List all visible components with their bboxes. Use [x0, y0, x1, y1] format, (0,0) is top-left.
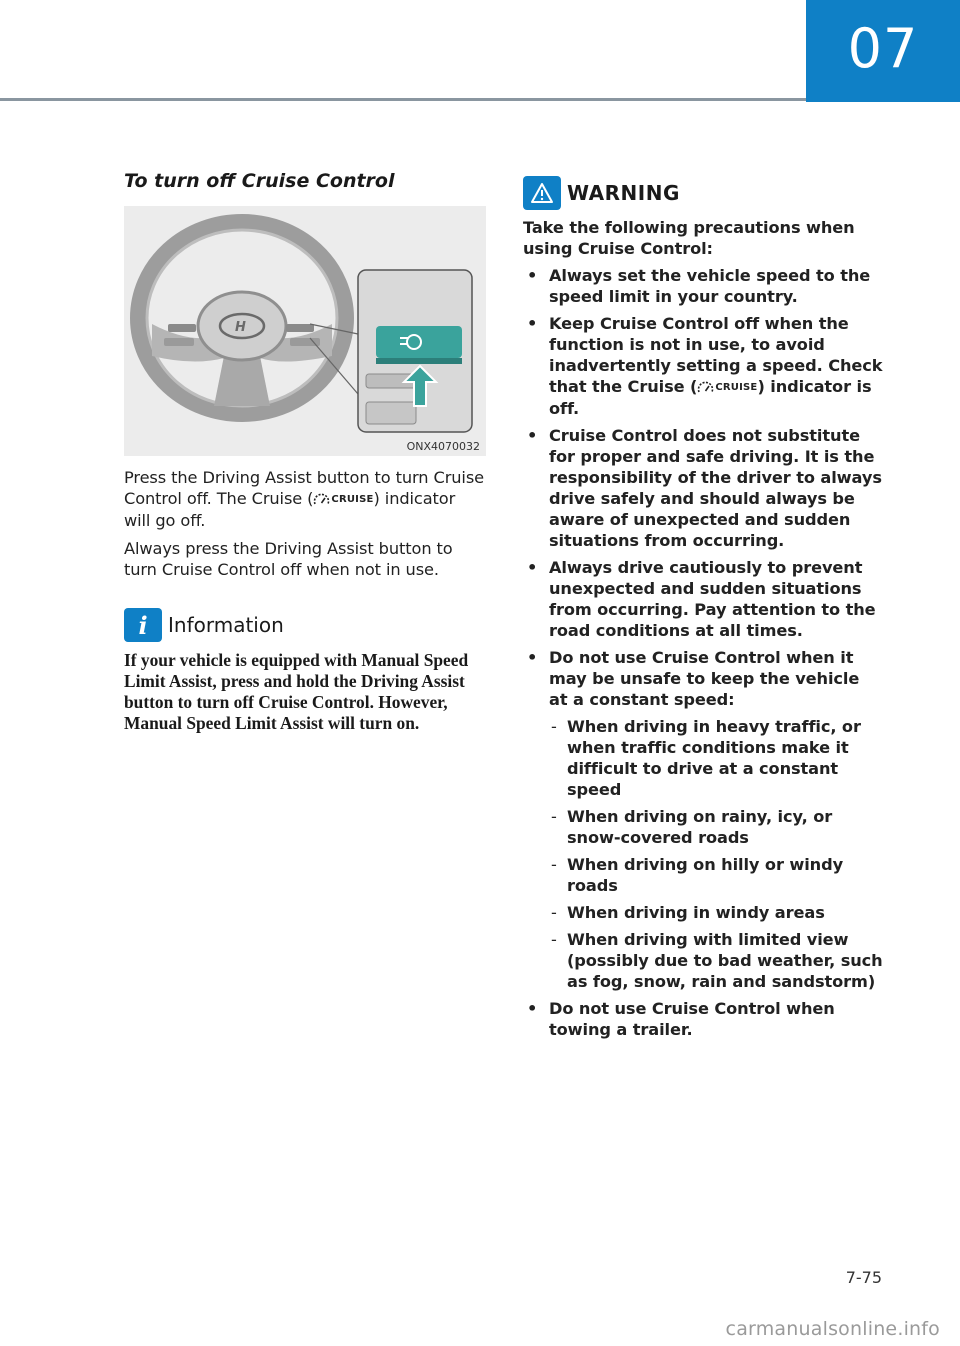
steering-wheel-illustration	[124, 206, 486, 456]
cruise-indicator-word: CRUISE	[331, 494, 374, 505]
figure-code: ONX4070032	[406, 440, 480, 453]
warning-triangle-icon	[523, 176, 561, 210]
left-column	[124, 170, 486, 734]
information-title: Information	[168, 613, 284, 637]
warning-title: WARNING	[567, 181, 680, 205]
warning-bullet-3: • Cruise Control does not substitute for proper and safe driving. It is the responsibility of the driver to always drive safely and should always be aware of unexpected and sudden situations from occurring.	[523, 425, 883, 551]
warning-sub-item: - When driving in heavy traffic, or when traffic conditions make it difficult to drive at a constant speed	[549, 716, 883, 800]
information-icon-glyph: i	[138, 610, 148, 640]
warning-bullet-list	[523, 265, 883, 1040]
bullet2-text-before: Keep Cruise Control off when the function is not in use, to avoid inadvertently setting a speed. Check that the Cruise (	[549, 314, 883, 396]
chapter-tab	[806, 0, 960, 102]
cruise-indicator-icon	[697, 377, 757, 398]
warning-sub-item: - When driving on hilly or windy roads	[549, 854, 883, 896]
information-box	[124, 608, 486, 734]
body-paragraph-2: Always press the Driving Assist button to turn Cruise Control off when not in use.	[124, 539, 453, 579]
para1-text-before: Press the Driving Assist button to turn Cruise Control off. The Cruise (	[124, 468, 485, 508]
header-rule	[0, 98, 806, 101]
warning-sub-item: - When driving on rainy, icy, or snow-covered roads	[549, 806, 883, 848]
warning-sub-item: - When driving with limited view (possibly due to bad weather, such as fog, snow, rain and sandstorm)	[549, 929, 883, 992]
warning-bullet-5	[523, 647, 883, 992]
steering-wheel-graphic	[138, 222, 346, 414]
cruise-indicator-word: CRUISE	[715, 382, 758, 393]
information-body: If your vehicle is equipped with Manual Speed Limit Assist, press and hold the Driving Assist button to turn off Cruise Control. However, Manual Speed Limit Assist will turn on.	[124, 650, 469, 733]
steering-wheel-figure	[124, 206, 486, 456]
driving-assist-button-inset	[358, 270, 472, 432]
bullet2-text-after: ) indicator is off.	[549, 377, 872, 418]
svg-text:H: H	[235, 320, 246, 335]
warning-intro: Take the following precautions when using Cruise Control:	[523, 218, 855, 258]
watermark[interactable]: carmanualsonline.info	[725, 1318, 940, 1340]
information-icon	[124, 608, 162, 642]
section-heading: To turn off Cruise Control	[124, 170, 395, 192]
right-column	[523, 176, 883, 1040]
warning-sub-item: - When driving in windy areas	[549, 902, 883, 923]
warning-bullet-2	[523, 313, 883, 419]
page-number: 7-75	[845, 1268, 882, 1287]
warning-bullet-1: • Always set the vehicle speed to the speed limit in your country.	[523, 265, 883, 307]
bullet5-text: Do not use Cruise Control when it may be unsafe to keep the vehicle at a constant speed:	[549, 648, 860, 709]
chapter-number: 07	[847, 16, 919, 80]
para1-text-after: ) indicator will go off.	[124, 489, 456, 530]
cruise-indicator-icon	[313, 489, 373, 510]
body-paragraph-1	[124, 467, 486, 531]
warning-bullet-6: • Do not use Cruise Control when towing a trailer.	[523, 998, 883, 1040]
warning-sub-list	[549, 716, 883, 992]
warning-bullet-4: • Always drive cautiously to prevent unexpected and sudden situations from occurring. Pay attention to the road conditions at all times.	[523, 557, 883, 641]
